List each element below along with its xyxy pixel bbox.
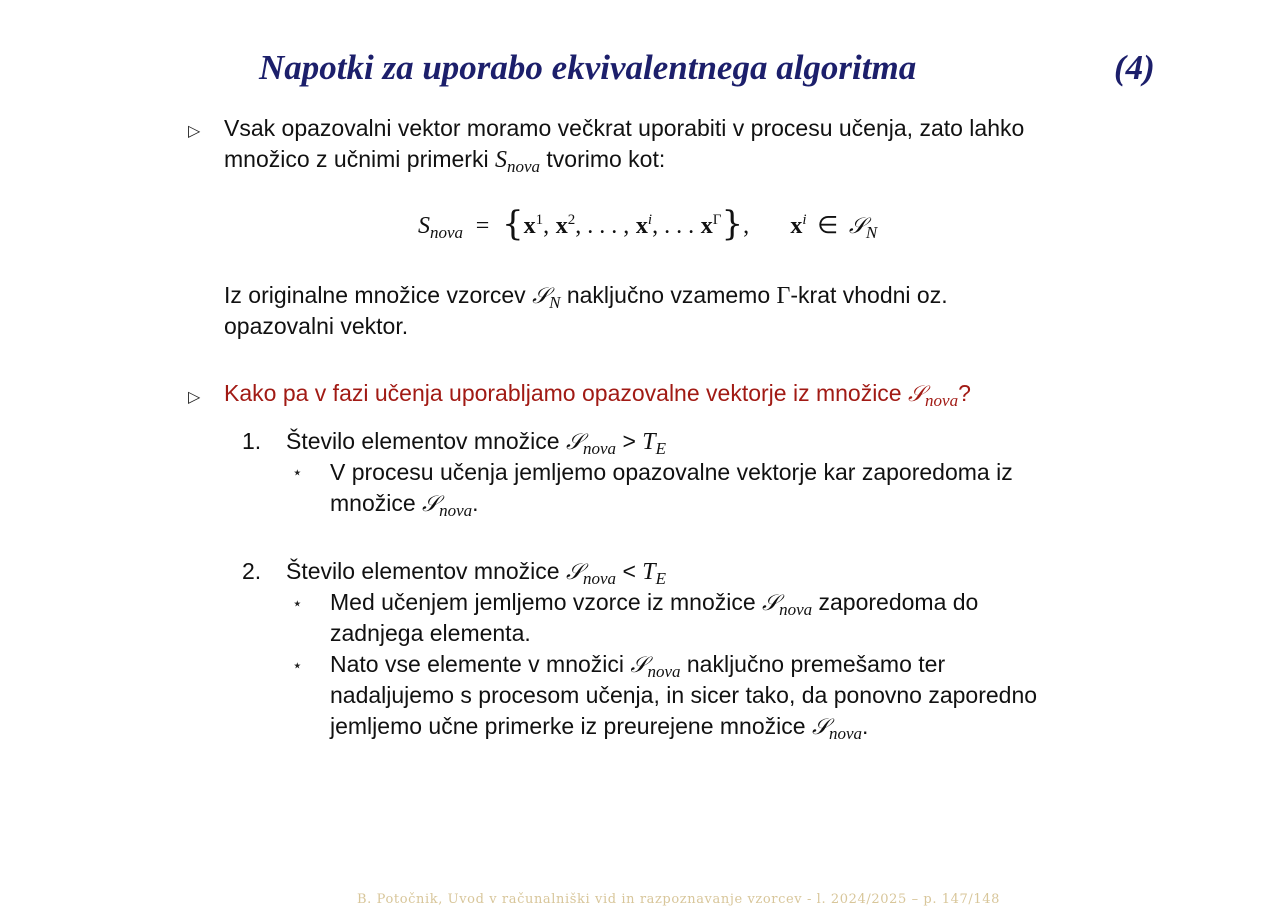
item2-sub1-line1: Med učenjem jemljemo vzorce iz množice 𝒮$_{nova}$ zaporedoma do <box>330 589 979 619</box>
bullet2-question: Kako pa v fazi učenja uporabljamo opazovalne vektorje iz množice 𝒮$_{nova}$? <box>224 380 971 410</box>
star-bullet-icon: ⋆ <box>292 463 303 482</box>
item2-sub2-line3: jemljemo učne primerke iz preurejene množice 𝒮$_{nova}$. <box>330 713 869 743</box>
item1-number: 1. <box>242 428 262 454</box>
slide-title: Napotki za uporabo ekvivalentnega algoritma <box>259 48 917 87</box>
bullet1-para-line1: Iz originalne množice vzorcev 𝒮$_N$ naključno vzamemo Γ-krat vhodni oz. <box>224 282 948 312</box>
item2-number: 2. <box>242 558 262 584</box>
bullet1-para-line2: opazovalni vektor. <box>224 313 409 339</box>
bullet1-line2: množico z učnimi primerki $S_{nova}$ tvorimo kot: <box>224 146 666 176</box>
item2-sub1-line2: zadnjega elementa. <box>330 620 531 646</box>
slide-footer: B. Potočnik, Uvod v računalniški vid in razpoznavanje vzorcev - l. 2024/2025 – p. 147/148 <box>357 892 1001 907</box>
slide-number: (4) <box>1114 48 1155 87</box>
item1-sub1-line1: V procesu učenja jemljemo opazovalne vektorje kar zaporedoma iz <box>330 459 1013 485</box>
item2-sub2-line2: nadaljujemo s procesom učenja, in sicer tako, da ponovno zaporedno <box>330 682 1038 708</box>
star-bullet-icon: ⋆ <box>292 656 303 675</box>
equation-s-nova: $S_{nova} = \{x^1$, $x^2$, . . . , $x^i$, . . . $x^\Gamma$}, $x^i$ ∈ 𝒮$_N$ <box>418 204 878 244</box>
bullet-triangle-icon: ▷ <box>188 389 201 406</box>
bullet1-line1: Vsak opazovalni vektor moramo večkrat uporabiti v procesu učenja, zato lahko <box>224 115 1025 141</box>
item1-sub1-line2: množice 𝒮$_{nova}$. <box>330 490 479 520</box>
item2-sub2-line1: Nato vse elemente v množici 𝒮$_{nova}$ naključno premešamo ter <box>330 651 946 681</box>
item1-text: Število elementov množice 𝒮$_{nova}$ > $T_E$ <box>286 428 667 458</box>
item2-text: Število elementov množice 𝒮$_{nova}$ < $T_E$ <box>286 558 667 588</box>
star-bullet-icon: ⋆ <box>292 594 303 613</box>
bullet-triangle-icon: ▷ <box>188 123 201 140</box>
